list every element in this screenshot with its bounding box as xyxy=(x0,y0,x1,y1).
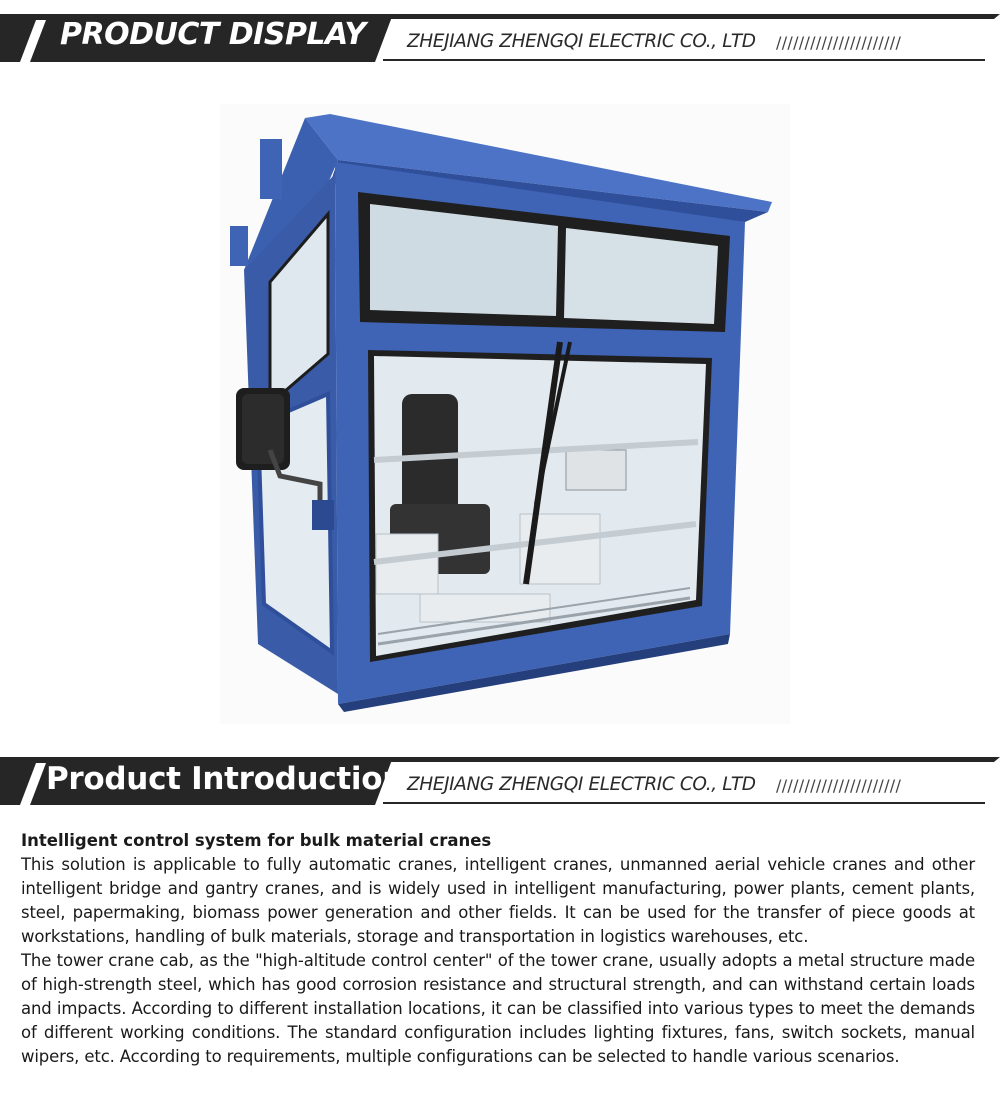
intro-paragraph-1: This solution is applicable to fully automatic cranes, intelligent cranes, unmanned aerial vehicle cranes and other intelligent bridge and gantry cranes, and is widely used in intelligent manufacturing, power plants, cement plants, steel, papermaking, biomass power generation and other fields. It can be used for the transfer of piece goods at workstations, handling of bulk materials, storage and transportation in logistics warehouses, etc. xyxy=(21,855,975,946)
company-name: ZHEJIANG ZHENGQI ELECTRIC CO., LTD xyxy=(407,774,756,795)
intro-heading: Intelligent control system for bulk material cranes xyxy=(21,831,492,850)
product-introduction-header xyxy=(0,757,1000,805)
product-photo xyxy=(220,104,790,724)
section-title: Product Introduction xyxy=(46,761,405,797)
company-name: ZHEJIANG ZHENGQI ELECTRIC CO., LTD xyxy=(407,31,756,52)
section-title: PRODUCT DISPLAY xyxy=(60,17,366,52)
decorative-slashes: ////////////////////// xyxy=(776,33,902,52)
crane-cab-icon xyxy=(220,104,790,724)
intro-paragraph-2: The tower crane cab, as the "high-altitude control center" of the tower crane, usually adopts a metal structure made of high-strength steel, which has good corrosion resistance and structural strength, and can withstand certain loads and impacts. According to different installation locations, it can be classified into various types to meet the demands of different working conditions. The standard configuration includes lighting fixtures, fans, switch sockets, manual wipers, etc. According to requirements, multiple configurations can be selected to handle various scenarios. xyxy=(21,951,975,1066)
product-display-header xyxy=(0,14,1000,62)
product-introduction-text xyxy=(21,829,975,1069)
decorative-slashes: ////////////////////// xyxy=(776,776,902,795)
